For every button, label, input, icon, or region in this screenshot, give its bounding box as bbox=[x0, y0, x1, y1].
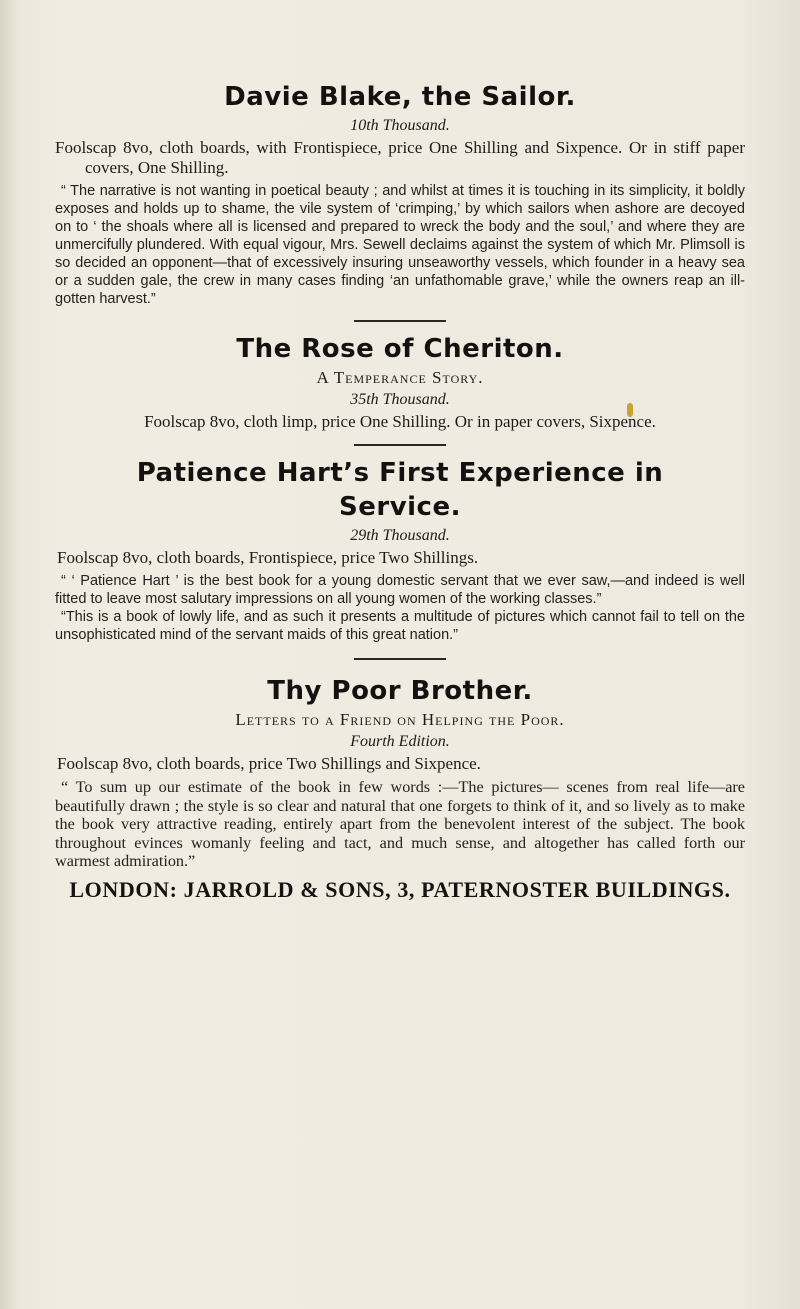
book-edition: 10th Thousand. bbox=[350, 117, 450, 134]
book-edition: Fourth Edition. bbox=[350, 733, 450, 750]
book-format: Foolscap 8vo, cloth limp, price One Shilling. Or in paper covers, Sixpence. bbox=[144, 412, 656, 431]
book-review: “ The narrative is not wanting in poetical beauty ; and whilst at times it is touching in its simplicity, it boldly exposes and holds up to shame, the vile system of ‘crimping,’ by which sailors when ashore are decoyed on to ‘ the shoals where all is licensed and prepared to wreck the body and the soul,’ and where they are unmercifully plundered. With equal vigour, Mrs. Sewell declaims against the system of which Mr. Plimsoll is so decided an opponent—that of excessively insuring unseaworthy vessels, which founder in a heavy sea or a sudden gale, the crew in many cases finding ‘an unfathomable grave,’ while the owners reap an ill-gotten harvest.” bbox=[55, 183, 745, 307]
book-entry-patience-hart bbox=[55, 456, 745, 644]
book-subtitle: A Temperance Story. bbox=[316, 368, 484, 387]
book-title: The Rose of Cheriton. bbox=[236, 334, 564, 364]
book-title: Thy Poor Brother. bbox=[267, 676, 533, 706]
book-title: Patience Hart’s First Experience in Service. bbox=[136, 458, 664, 522]
book-review: “ ‘ Patience Hart ’ is the best book for a young domestic servant that we ever saw,—and indeed is well fitted to leave most salutary impressions on all young women of the working classes.” bbox=[55, 573, 745, 607]
book-format: Foolscap 8vo, cloth boards, price Two Shillings and Sixpence. bbox=[57, 754, 481, 773]
book-edition: 29th Thousand. bbox=[350, 527, 450, 544]
book-entry-rose-of-cheriton bbox=[55, 332, 745, 432]
section-divider bbox=[354, 444, 446, 446]
book-entry-thy-poor-brother bbox=[55, 674, 745, 871]
book-entry-davie-blake bbox=[55, 80, 745, 308]
book-format: Foolscap 8vo, cloth boards, with Frontispiece, price One Shilling and Sixpence. Or in stiff paper covers, One Shilling. bbox=[55, 138, 745, 177]
section-divider bbox=[354, 658, 446, 660]
book-review: “This is a book of lowly life, and as such it presents a multitude of pictures which cannot fail to tell on the unsophisticated mind of the servant maids of this great nation.” bbox=[55, 609, 745, 643]
book-format: Foolscap 8vo, cloth boards, Frontispiece, price Two Shillings. bbox=[57, 548, 479, 567]
book-review: “ To sum up our estimate of the book in few words :—The pictures— scenes from real life—are beautifully drawn ; the style is so clear and natural that one forgets to think of it, and so lively as to make the book very attractive reading, entirely apart from the benevolent interest of the subject. The book throughout evinces womanly feeling and tact, and much sense, and altogether has called forth our warmest admiration.” bbox=[55, 778, 745, 870]
section-divider bbox=[354, 320, 446, 322]
book-subtitle: Letters to a Friend on Helping the Poor. bbox=[235, 710, 565, 729]
publisher-imprint: LONDON: JARROLD & SONS, 3, PATERNOSTER BUILDINGS. bbox=[69, 876, 731, 902]
book-title: Davie Blake, the Sailor. bbox=[224, 82, 576, 112]
book-edition: 35th Thousand. bbox=[350, 391, 450, 408]
catalogue-content bbox=[55, 80, 745, 903]
